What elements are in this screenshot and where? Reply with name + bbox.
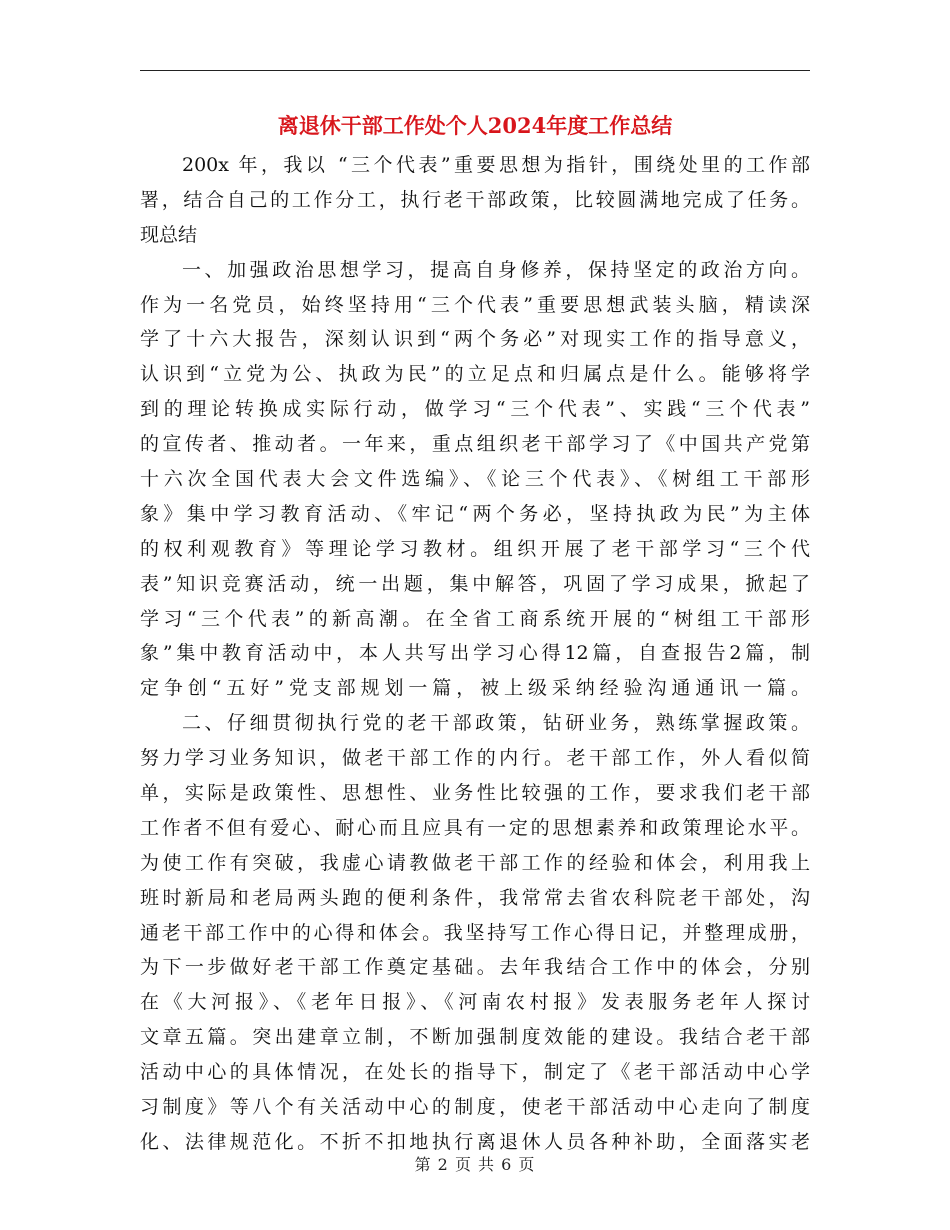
page-number: 第 2 页 共 6 页: [414, 1155, 536, 1174]
paragraph-line: 班时新局和老局两头跑的便利条件，我常常去省农科院老干部处，沟: [140, 886, 810, 909]
paragraph-line: 象》集中学习教育活动、《牢记“两个务必，坚持执政为民”为主体: [140, 502, 810, 525]
paragraph-line: 定争创“五好”党支部规划一篇，被上级采纳经验沟通通讯一篇。: [140, 677, 810, 700]
paragraph-line: 通老干部工作中的心得和体会。我坚持写工作心得日记，并整理成册，: [140, 921, 810, 944]
paragraph-line: 为下一步做好老干部工作奠定基础。去年我结合工作中的体会，分别: [140, 956, 810, 979]
paragraph-line: 化、法律规范化。不折不扣地执行离退休人员各种补助，全面落实老: [140, 1130, 810, 1153]
paragraph-line: 习制度》等八个有关活动中心的制度，使老干部活动中心走向了制度: [140, 1096, 810, 1119]
paragraph-line: 学了十六大报告，深刻认识到“两个务必”对现实工作的指导意义，: [140, 328, 810, 351]
paragraph-line: 努力学习业务知识，做老干部工作的内行。老干部工作，外人看似简: [140, 747, 810, 770]
paragraph-line: 象”集中教育活动中，本人共写出学习心得12篇，自查报告2篇，制: [140, 642, 810, 665]
paragraph-line: 文章五篇。突出建章立制，不断加强制度效能的建设。我结合老干部: [140, 1026, 810, 1049]
section-heading-line: 二、仔细贯彻执行党的老干部政策，钻研业务，熟练掌握政策。: [182, 712, 810, 735]
header-rule: [140, 70, 810, 71]
paragraph-line: 认识到“立党为公、执政为民”的立足点和归属点是什么。能够将学: [140, 363, 810, 386]
section-heading-line: 一、加强政治思想学习，提高自身修养，保持坚定的政治方向。: [182, 258, 810, 281]
document-title: 离退休干部工作处个人2024年度工作总结: [277, 113, 673, 138]
paragraph-line: 的宣传者、推动者。一年来，重点组织老干部学习了《中国共产党第: [140, 433, 810, 456]
paragraph-line: 署，结合自己的工作分工，执行老干部政策，比较圆满地完成了任务。: [140, 188, 810, 211]
paragraph-line: 活动中心的具体情况，在处长的指导下，制定了《老干部活动中心学: [140, 1061, 810, 1084]
paragraph-line: 作为一名党员，始终坚持用“三个代表”重要思想武装头脑，精读深: [140, 293, 810, 316]
paragraph-line: 现总结: [140, 223, 198, 246]
paragraph-line: 的权利观教育》等理论学习教材。组织开展了老干部学习“三个代: [140, 537, 810, 560]
paragraph-line: 到的理论转换成实际行动，做学习“三个代表”、实践“三个代表”: [140, 398, 810, 421]
paragraph-line: 在《大河报》、《老年日报》、《河南农村报》发表服务老年人探讨: [140, 991, 810, 1014]
paragraph-line: 200x 年，我以 “三个代表”重要思想为指针，围绕处里的工作部: [182, 154, 810, 176]
paragraph-line: 表”知识竞赛活动，统一出题，集中解答，巩固了学习成果，掀起了: [140, 572, 810, 595]
document-body: [140, 148, 810, 1160]
paragraph-line: 学习“三个代表”的新高潮。在全省工商系统开展的“树组工干部形: [140, 607, 810, 630]
paragraph-line: 十六次全国代表大会文件选编》、《论三个代表》、《树组工干部形: [140, 468, 810, 491]
paragraph-line: 单，实际是政策性、思想性、业务性比较强的工作，要求我们老干部: [140, 782, 810, 805]
paragraph-line: 为使工作有突破，我虚心请教做老干部工作的经验和体会，利用我上: [140, 851, 810, 874]
paragraph-line: 工作者不但有爱心、耐心而且应具有一定的思想素养和政策理论水平。: [140, 816, 810, 839]
